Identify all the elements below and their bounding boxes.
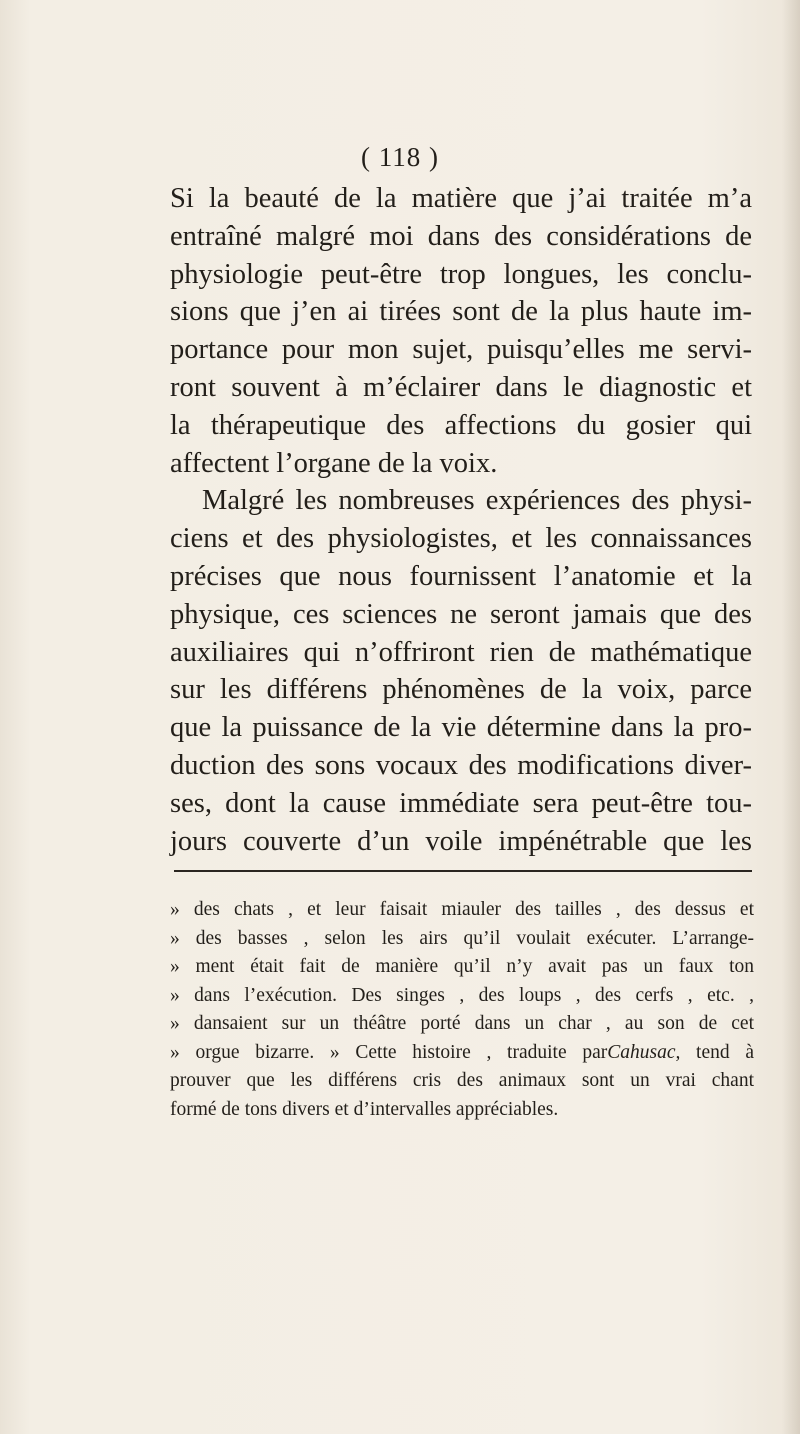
- text-line: Si la beauté de la matière que j’ai traitée m’a: [170, 183, 752, 214]
- text-line: physiologie peut-être trop longues, les conclu-: [170, 258, 752, 290]
- author-name: Cahusac,: [607, 1041, 681, 1063]
- text-line: jours couverte d’un voile impénétrable que les: [170, 825, 752, 857]
- text-line: ciens et des physiologistes, et les connaissances: [170, 523, 752, 555]
- main-text-block: [170, 180, 752, 860]
- text-line: ront souvent à m’éclairer dans le diagnostic et: [170, 371, 752, 403]
- text-line: sions que j’en ai tirées sont de la plus haute im-: [170, 296, 752, 328]
- footnote-line: » dansaient sur un théâtre porté dans un char , au son de cet: [170, 1013, 754, 1034]
- text-line: ses, dont la cause immédiate sera peut-être tou-: [170, 787, 752, 819]
- footnote-block: [170, 896, 754, 1124]
- footnote-line: » des chats , et leur faisait miauler des tailles , des dessus et: [170, 899, 754, 920]
- footnote-line-end: tend à: [680, 1041, 754, 1063]
- footnote-line-with-author: [170, 1039, 754, 1068]
- text-line: auxiliaires qui n’offriront rien de mathématique: [170, 636, 752, 668]
- footnote-line: formé de tons divers et d’intervalles appréciables.: [170, 1098, 559, 1120]
- text-line: sur les différens phénomènes de la voix, parce: [170, 674, 752, 706]
- footnote-line: » des basses , selon les airs qu’il voulait exécuter. L’arrange-: [170, 927, 754, 949]
- footnote-separator-rule: [174, 870, 752, 872]
- text-line: que la puissance de la vie détermine dans la pro-: [170, 712, 752, 744]
- text-line: affectent l’organe de la voix.: [170, 447, 498, 479]
- footnote-line-start: » orgue bizarre. » Cette histoire , traduite par: [170, 1041, 608, 1063]
- page-edge-shadow: [782, 0, 800, 1434]
- page-number: ( 118 ): [361, 142, 439, 172]
- text-line: la thérapeutique des affections du gosier qui: [170, 409, 752, 441]
- footnote-line: prouver que les différens cris des animaux sont un vrai chant: [170, 1070, 754, 1091]
- text-line: duction des sons vocaux des modifications diver-: [170, 749, 752, 781]
- text-line: physique, ces sciences ne seront jamais que des: [170, 598, 752, 630]
- footnote-line: » dans l’exécution. Des singes , des loups , des cerfs , etc. ,: [170, 984, 754, 1006]
- text-line: entraîné malgré moi dans des considérations de: [170, 220, 752, 252]
- footnote-line: » ment était fait de manière qu’il n’y avait pas un faux ton: [170, 956, 754, 977]
- text-line: Malgré les nombreuses expériences des physi-: [202, 485, 752, 517]
- text-line: précises que nous fournissent l’anatomie et la: [170, 560, 752, 592]
- text-line: portance pour mon sujet, puisqu’elles me servi-: [170, 334, 752, 366]
